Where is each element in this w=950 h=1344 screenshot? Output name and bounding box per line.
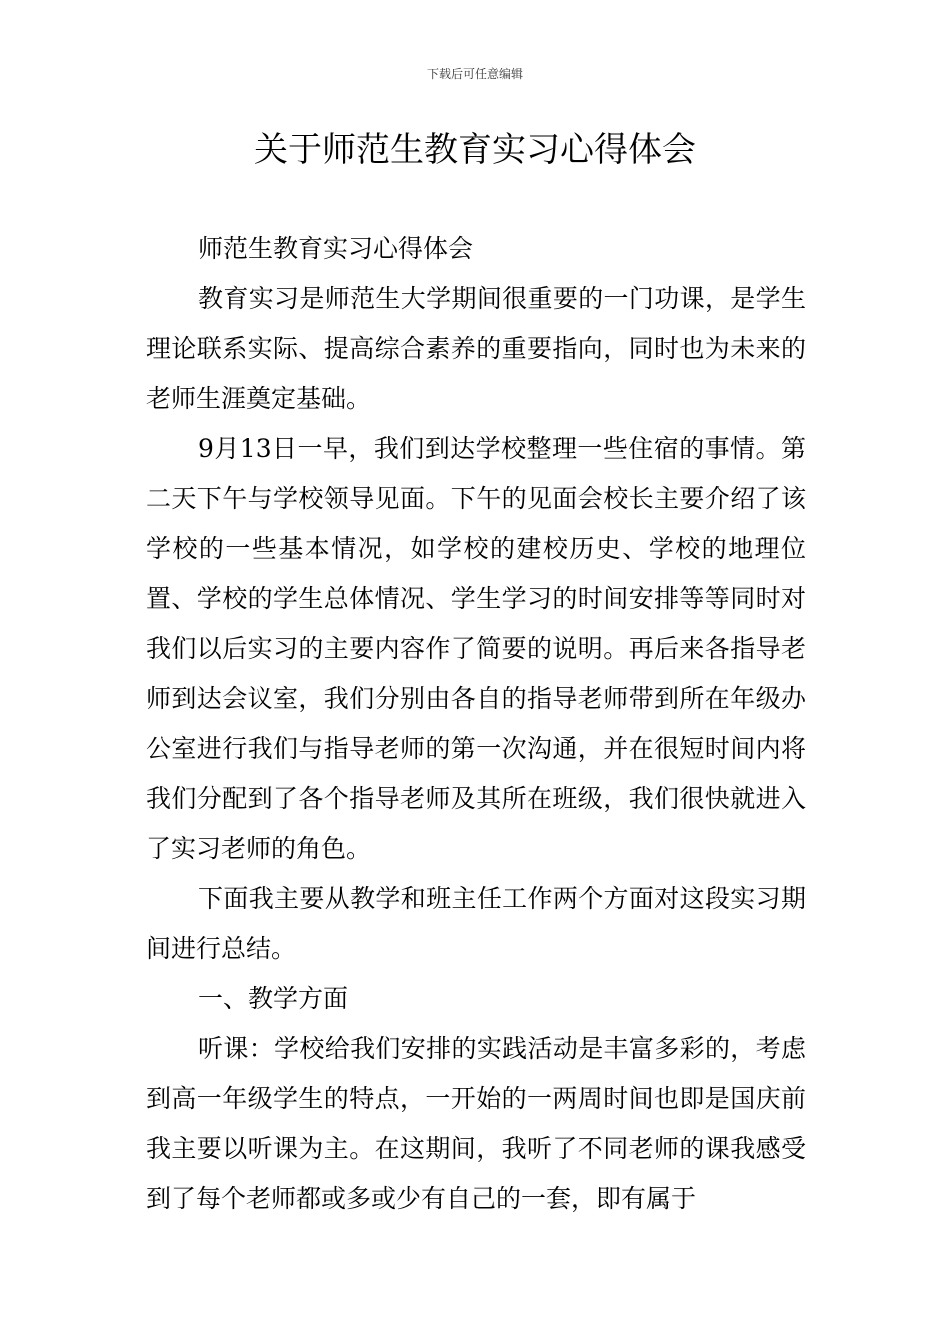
document-title: 关于师范生教育实习心得体会: [254, 130, 696, 170]
section-heading-teaching: 一、教学方面: [198, 984, 349, 1013]
document-body: [146, 224, 806, 1224]
paragraph-observation: 听课：学校给我们安排的实践活动是丰富多彩的，考虑到高一年级学生的特点，一开始的一两周时间也即是国庆前我主要以听课为主。在这期间，我听了不同老师的课我感受到了每个老师都或多或少有自己的一套，即有属于: [146, 1034, 806, 1213]
paragraph-intro: 教育实习是师范生大学期间很重要的一门功课，是学生理论联系实际、提高综合素养的重要指向，同时也为未来的老师生涯奠定基础。: [146, 284, 806, 413]
paragraph-summary-intro: 下面我主要从教学和班主任工作两个方面对这段实习期间进行总结。: [146, 884, 806, 963]
header-note: 下载后可任意编辑: [426, 67, 523, 81]
paragraph-subtitle: 师范生教育实习心得体会: [198, 234, 474, 263]
paragraph-arrival: 9月13日一早，我们到达学校整理一些住宿的事情。第二天下午与学校领导见面。下午的见面会校长主要介绍了该学校的一些基本情况，如学校的建校历史、学校的地理位置、学校的学生总体情况、学生学习的时间安排等等同时对我们以后实习的主要内容作了简要的说明。再后来各指导老师到达会议室，我们分别由各自的指导老师带到所在年级办公室进行我们与指导老师的第一次沟通，并在很短时间内将我们分配到了各个指导老师及其所在班级，我们很快就进入了实习老师的角色。: [146, 434, 806, 863]
